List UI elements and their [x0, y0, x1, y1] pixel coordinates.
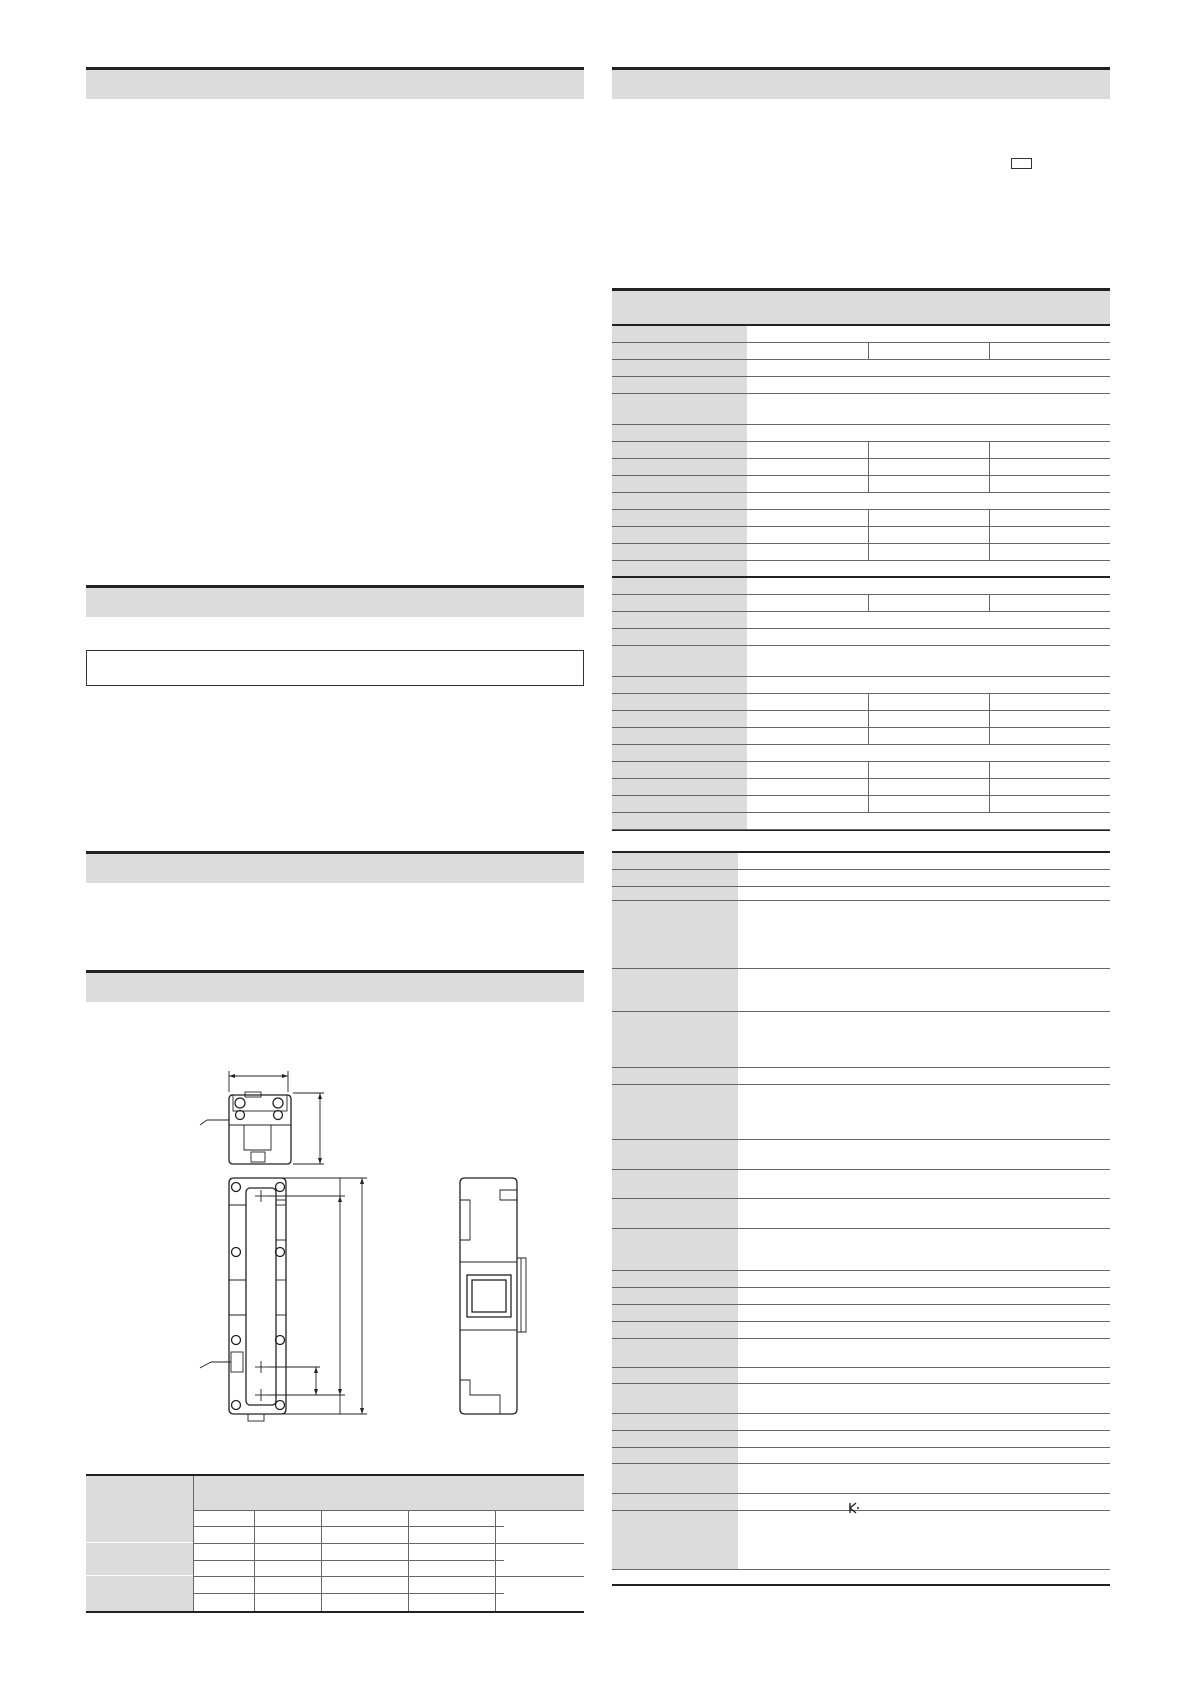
spec-table-c-row-label: [612, 1339, 738, 1367]
top-view-drawing: [200, 1071, 324, 1164]
spec-table-a-row-label: [612, 493, 747, 509]
spec-table-c-row-label: [612, 853, 738, 869]
spec-table-a-row-label: [612, 326, 747, 342]
spec-table-a-row: [612, 360, 1110, 377]
spec-table-c-row-label: [612, 1199, 738, 1228]
section-header-bar-6: [612, 288, 1110, 324]
spec-table-c-row-label: [612, 1012, 738, 1067]
spec-table-b-row: [612, 745, 1110, 762]
spec-table-c-row: [612, 1339, 1110, 1368]
dimension-table-row-label-1: [86, 1510, 193, 1543]
spec-table-a-row-label: [612, 476, 747, 492]
spec-table-c-row: [612, 1085, 1110, 1140]
spec-table-c-row: [612, 901, 1110, 969]
spec-table-c-row-label: [612, 1068, 738, 1084]
spec-table-b-row-label: [612, 813, 747, 829]
spec-table-b-row-label: [612, 646, 747, 676]
spec-table-a: [612, 324, 1110, 576]
spec-table-b-row-label: [612, 612, 747, 628]
spec-table-c-row: [612, 853, 1110, 870]
spec-table-a-row-label: [612, 527, 747, 543]
spec-table-c-row-label: [612, 1368, 738, 1383]
spec-table-c-row: [612, 1431, 1110, 1448]
spec-table-b-row: [612, 646, 1110, 677]
spec-table-a-row: [612, 377, 1110, 394]
spec-table-b-row-label: [612, 694, 747, 710]
side-view-drawing: [460, 1178, 526, 1414]
spec-table-a-row: [612, 544, 1110, 561]
spec-table-c-row: [612, 1494, 1110, 1511]
spec-table-a-row-label: [612, 377, 747, 393]
spec-table-a-row: [612, 459, 1110, 476]
spec-table-b: [612, 576, 1110, 831]
spec-table-b-row: [612, 694, 1110, 711]
dimension-table-row-label-2: [86, 1543, 193, 1576]
spec-table-b-row-label: [612, 796, 747, 812]
spec-table-a-row: [612, 493, 1110, 510]
spec-table-c: [612, 851, 1110, 1586]
dimension-table-header-cell: [86, 1476, 193, 1510]
spec-table-c-row-label: [612, 1414, 738, 1430]
spec-table-c-row-label: [612, 901, 738, 968]
spec-table-a-row: [612, 510, 1110, 527]
spec-table-a-row: [612, 527, 1110, 544]
spec-table-c-row-label: [612, 870, 738, 886]
spec-table-b-row: [612, 629, 1110, 646]
spec-table-b-row: [612, 813, 1110, 830]
spec-table-b-row-label: [612, 677, 747, 693]
dimension-table: [86, 1474, 584, 1613]
spec-table-b-row-label: [612, 762, 747, 778]
spec-table-b-row: [612, 595, 1110, 612]
spec-table-a-row: [612, 343, 1110, 360]
spec-table-c-row: [612, 1271, 1110, 1288]
spec-table-c-row-label: [612, 1511, 738, 1569]
spec-table-a-row-label: [612, 394, 747, 424]
spec-table-c-row: [612, 1305, 1110, 1322]
spec-table-b-row-label: [612, 711, 747, 727]
spec-table-c-row-label: [612, 1170, 738, 1198]
spec-table-a-row: [612, 394, 1110, 425]
spec-table-c-row: [612, 1448, 1110, 1464]
spec-table-a-row-label: [612, 343, 747, 359]
spec-table-c-row: [612, 1384, 1110, 1414]
spec-table-c-row-label: [612, 1140, 738, 1169]
spec-table-c-row: [612, 1229, 1110, 1271]
spec-table-a-row-label: [612, 360, 747, 376]
spec-table-b-row-label: [612, 595, 747, 611]
spec-table-c-row: [612, 1322, 1110, 1339]
spec-table-a-row: [612, 476, 1110, 493]
spec-table-c-row-label: [612, 1322, 738, 1338]
spec-table-c-row-label: [612, 1229, 738, 1270]
spec-table-b-row-label: [612, 745, 747, 761]
front-view-drawing: [200, 1178, 367, 1421]
spec-table-c-row: [612, 1464, 1110, 1494]
spec-table-c-row-label: [612, 1305, 738, 1321]
spec-table-c-row: [612, 870, 1110, 887]
spec-table-b-row: [612, 779, 1110, 796]
spec-table-c-row: [612, 1012, 1110, 1068]
spec-table-c-row-label: [612, 1448, 738, 1463]
spec-table-c-row: [612, 1170, 1110, 1199]
spec-table-a-row: [612, 442, 1110, 459]
spec-table-b-row: [612, 796, 1110, 813]
spec-table-a-row-label: [612, 544, 747, 560]
spec-table-c-row-label: [612, 887, 738, 900]
spec-table-c-row-label: [612, 1384, 738, 1413]
spec-table-a-row-label: [612, 442, 747, 458]
spec-table-b-row: [612, 711, 1110, 728]
small-symbol-box: [1011, 158, 1032, 169]
spec-table-c-row-label: [612, 1494, 738, 1510]
spec-table-b-row-label: [612, 629, 747, 645]
section-header-bar-5: [612, 67, 1110, 99]
spec-table-c-row-label: [612, 1288, 738, 1304]
spec-table-c-row-label: [612, 1085, 738, 1139]
spec-table-c-row: [612, 1368, 1110, 1384]
spec-table-b-row-label: [612, 578, 747, 594]
spec-table-c-row: [612, 1288, 1110, 1305]
spec-table-b-row: [612, 612, 1110, 629]
spec-table-c-row: [612, 887, 1110, 901]
spec-table-c-row: [612, 1068, 1110, 1085]
dimension-table-header-row: [193, 1476, 584, 1510]
spec-table-c-row: [612, 1414, 1110, 1431]
spec-table-c-row: [612, 969, 1110, 1012]
spec-table-b-row-label: [612, 779, 747, 795]
spec-table-a-row: [612, 326, 1110, 343]
spec-table-a-row: [612, 425, 1110, 442]
spec-table-c-row-label: [612, 969, 738, 1011]
spec-table-a-row-label: [612, 459, 747, 475]
spec-table-c-row-label: [612, 1271, 738, 1287]
compliance-mark-icon: [847, 1501, 861, 1515]
spec-table-a-row-label: [612, 425, 747, 441]
spec-table-a-row-label: [612, 510, 747, 526]
spec-table-c-row: [612, 1511, 1110, 1570]
spec-table-b-row: [612, 578, 1110, 595]
spec-table-b-row: [612, 728, 1110, 745]
dimension-table-row-label-3: [86, 1576, 193, 1611]
spec-table-c-row-label: [612, 1431, 738, 1447]
spec-table-a-row-label: [612, 561, 747, 577]
spec-table-c-row-label: [612, 1464, 738, 1493]
spec-table-b-row: [612, 677, 1110, 694]
spec-table-c-row: [612, 1199, 1110, 1229]
spec-table-b-row: [612, 762, 1110, 779]
spec-table-c-row: [612, 1140, 1110, 1170]
spec-table-b-row-label: [612, 728, 747, 744]
